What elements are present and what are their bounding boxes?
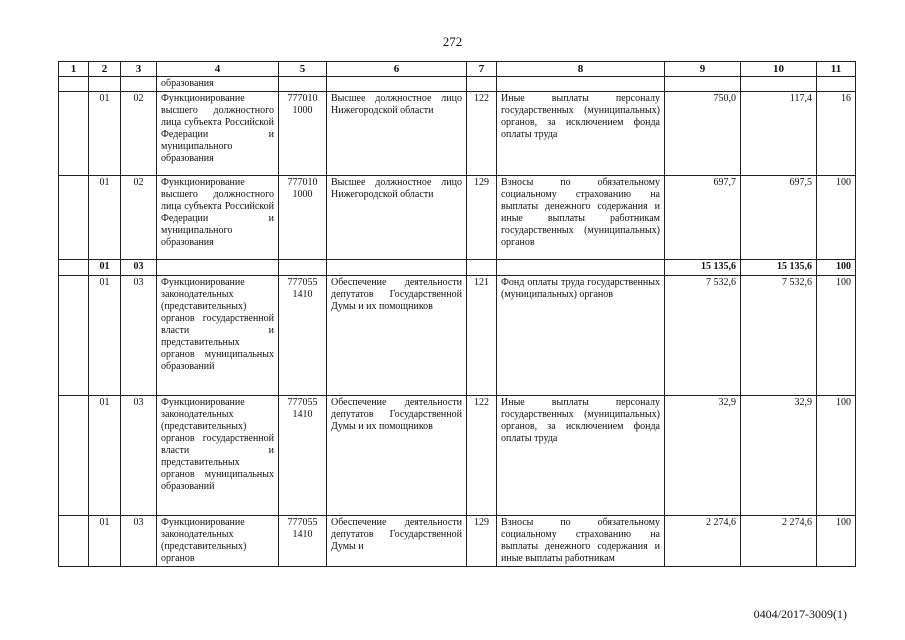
table-cell-c8: Иные выплаты персоналу государственных (муниципальных) органов, за исключением фонда оплаты труда bbox=[497, 92, 665, 176]
table-cell-c5: 777055 1410 bbox=[279, 516, 327, 567]
table-cell-c3: 03 bbox=[121, 516, 157, 567]
column-header: 2 bbox=[89, 62, 121, 77]
table-cell-c4: образования bbox=[157, 77, 279, 92]
document-code: 0404/2017-3009(1) bbox=[753, 607, 847, 621]
table-cell-c1 bbox=[59, 516, 89, 567]
table-cell-c7: 122 bbox=[467, 396, 497, 516]
table-cell-c10: 15 135,6 bbox=[741, 260, 817, 276]
table-cell-c11: 100 bbox=[817, 176, 856, 260]
table-cell-c5: 777055 1410 bbox=[279, 276, 327, 396]
table-cell-c9: 32,9 bbox=[665, 396, 741, 516]
column-header: 1 bbox=[59, 62, 89, 77]
table-cell-c10 bbox=[741, 77, 817, 92]
table-cell-c6: Обеспечение деятельности депутатов Государственной Думы и bbox=[327, 516, 467, 567]
table-row bbox=[59, 77, 856, 92]
table-cell-c11: 100 bbox=[817, 260, 856, 276]
table-cell-c10: 7 532,6 bbox=[741, 276, 817, 396]
table-cell-c10: 32,9 bbox=[741, 396, 817, 516]
table-row bbox=[59, 260, 856, 276]
table-cell-c3: 03 bbox=[121, 260, 157, 276]
table-cell-c5: 777055 1410 bbox=[279, 396, 327, 516]
table-cell-c8: Взносы по обязательному социальному страхованию на выплаты денежного содержания и иные выплаты работникам bbox=[497, 516, 665, 567]
table-cell-c7: 122 bbox=[467, 92, 497, 176]
table-cell-c9: 2 274,6 bbox=[665, 516, 741, 567]
table-cell-c10: 117,4 bbox=[741, 92, 817, 176]
table-cell-c2: 01 bbox=[89, 260, 121, 276]
table-cell-c11: 100 bbox=[817, 516, 856, 567]
table-cell-c5 bbox=[279, 260, 327, 276]
table-cell-c1 bbox=[59, 276, 89, 396]
column-header: 10 bbox=[741, 62, 817, 77]
table-cell-c6 bbox=[327, 77, 467, 92]
table-row bbox=[59, 276, 856, 396]
table-cell-c1 bbox=[59, 92, 89, 176]
table-cell-c6: Обеспечение деятельности депутатов Государственной Думы и их помощников bbox=[327, 396, 467, 516]
column-header: 11 bbox=[817, 62, 856, 77]
table-cell-c4: Функционирование законодательных (представительных) органов bbox=[157, 516, 279, 567]
table-cell-c9: 750,0 bbox=[665, 92, 741, 176]
table-cell-c4: Функционирование высшего должностного лица субъекта Российской Федерации и муниципального образования bbox=[157, 92, 279, 176]
table-cell-c11: 100 bbox=[817, 276, 856, 396]
table-cell-c2: 01 bbox=[89, 276, 121, 396]
budget-table bbox=[58, 61, 856, 567]
table-cell-c9: 15 135,6 bbox=[665, 260, 741, 276]
table-cell-c5: 777010 1000 bbox=[279, 92, 327, 176]
table-cell-c2: 01 bbox=[89, 396, 121, 516]
table-cell-c7: 129 bbox=[467, 516, 497, 567]
table-cell-c11: 100 bbox=[817, 396, 856, 516]
table-cell-c7 bbox=[467, 77, 497, 92]
table-row bbox=[59, 396, 856, 516]
table-cell-c10: 2 274,6 bbox=[741, 516, 817, 567]
table-cell-c10: 697,5 bbox=[741, 176, 817, 260]
table-row bbox=[59, 176, 856, 260]
table-cell-c8 bbox=[497, 77, 665, 92]
table-row bbox=[59, 92, 856, 176]
table-cell-c3 bbox=[121, 77, 157, 92]
table-cell-c3: 02 bbox=[121, 92, 157, 176]
table-body bbox=[59, 77, 856, 567]
table-cell-c11 bbox=[817, 77, 856, 92]
table-cell-c4: Функционирование законодательных (представительных) органов государственной власти и представительных органов муниципальных образований bbox=[157, 276, 279, 396]
table-cell-c7: 129 bbox=[467, 176, 497, 260]
table-cell-c8: Иные выплаты персоналу государственных (муниципальных) органов, за исключением фонда оплаты труда bbox=[497, 396, 665, 516]
table-row bbox=[59, 516, 856, 567]
column-header: 8 bbox=[497, 62, 665, 77]
column-header: 9 bbox=[665, 62, 741, 77]
table-cell-c9: 697,7 bbox=[665, 176, 741, 260]
table-cell-c1 bbox=[59, 260, 89, 276]
table-cell-c3: 03 bbox=[121, 276, 157, 396]
column-header: 3 bbox=[121, 62, 157, 77]
table-cell-c1 bbox=[59, 396, 89, 516]
table-cell-c4 bbox=[157, 260, 279, 276]
table-cell-c11: 16 bbox=[817, 92, 856, 176]
table-cell-c1 bbox=[59, 77, 89, 92]
column-header: 6 bbox=[327, 62, 467, 77]
table-cell-c3: 02 bbox=[121, 176, 157, 260]
column-header: 4 bbox=[157, 62, 279, 77]
table-header-row bbox=[59, 62, 856, 77]
table-cell-c6: Высшее должностное лицо Нижегородской области bbox=[327, 176, 467, 260]
table-cell-c8: Фонд оплаты труда государственных (муниципальных) органов bbox=[497, 276, 665, 396]
table-cell-c2: 01 bbox=[89, 92, 121, 176]
table-cell-c6 bbox=[327, 260, 467, 276]
table-cell-c5 bbox=[279, 77, 327, 92]
table-cell-c8 bbox=[497, 260, 665, 276]
table-cell-c2: 01 bbox=[89, 516, 121, 567]
table-cell-c6: Высшее должностное лицо Нижегородской области bbox=[327, 92, 467, 176]
table-cell-c9 bbox=[665, 77, 741, 92]
table-cell-c3: 03 bbox=[121, 396, 157, 516]
table-cell-c4: Функционирование высшего должностного лица субъекта Российской Федерации и муниципального образования bbox=[157, 176, 279, 260]
table-cell-c9: 7 532,6 bbox=[665, 276, 741, 396]
table-cell-c7 bbox=[467, 260, 497, 276]
column-header: 7 bbox=[467, 62, 497, 77]
table-cell-c4: Функционирование законодательных (представительных) органов государственной власти и представительных органов муниципальных образований bbox=[157, 396, 279, 516]
table-cell-c8: Взносы по обязательному социальному страхованию на выплаты денежного содержания и иные выплаты работникам государственных (муниципальных) органов bbox=[497, 176, 665, 260]
table-cell-c2: 01 bbox=[89, 176, 121, 260]
page-number: 272 bbox=[442, 34, 463, 49]
table-cell-c7: 121 bbox=[467, 276, 497, 396]
table-cell-c2 bbox=[89, 77, 121, 92]
table-cell-c1 bbox=[59, 176, 89, 260]
table-cell-c5: 777010 1000 bbox=[279, 176, 327, 260]
table-cell-c6: Обеспечение деятельности депутатов Государственной Думы и их помощников bbox=[327, 276, 467, 396]
column-header: 5 bbox=[279, 62, 327, 77]
